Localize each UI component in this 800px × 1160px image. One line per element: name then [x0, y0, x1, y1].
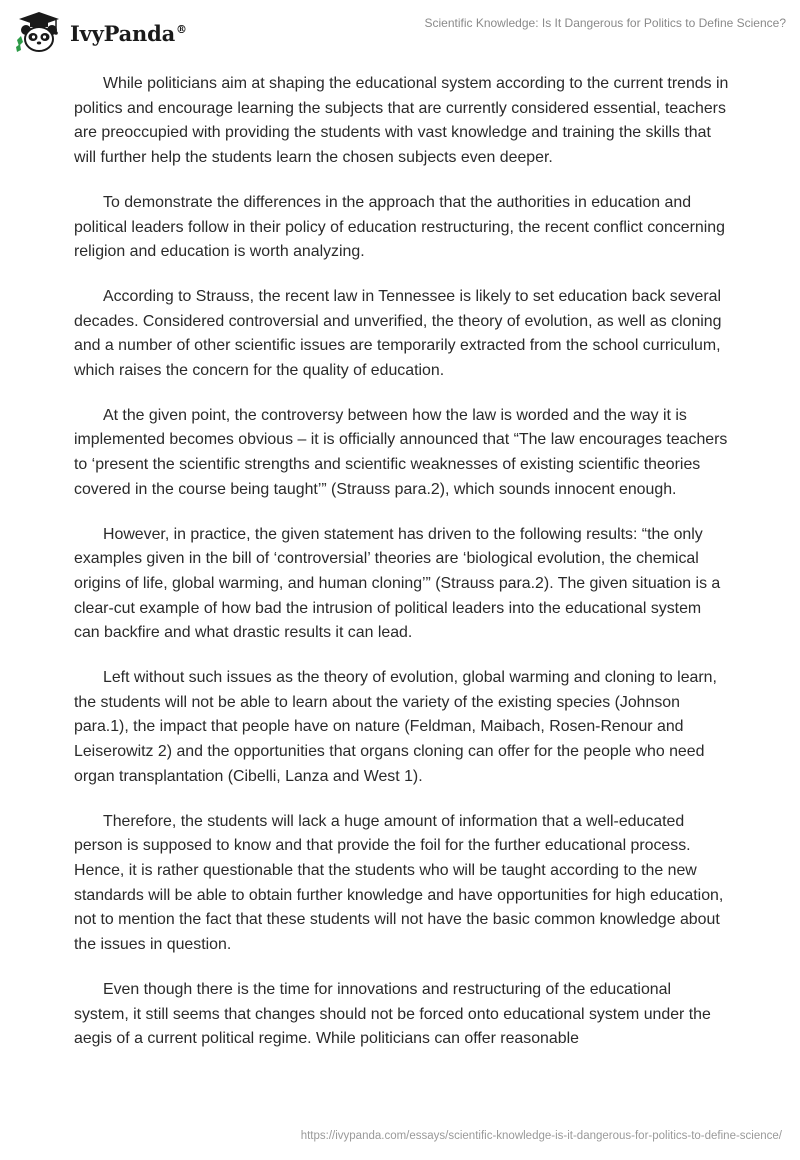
- page-header: [0, 0, 800, 60]
- brand-logo[interactable]: [14, 10, 187, 54]
- brand-name: IvyPanda®: [70, 20, 187, 46]
- paragraph: To demonstrate the differences in the approach that the authorities in education and political leaders follow in their policy of education restructuring, the recent conflict concerning religion and education is worth analyzing.: [74, 193, 725, 261]
- source-url[interactable]: https://ivypanda.com/essays/scientific-knowledge-is-it-dangerous-for-politics-to-define-science/: [300, 1130, 782, 1142]
- paragraph: According to Strauss, the recent law in Tennessee is likely to set education back several decades. Considered controversial and unverified, the theory of evolution, as well as cloning and a number of other scientific issues are temporarily extracted from the school curriculum, which raises the concern for the quality of education.: [74, 287, 722, 380]
- registered-mark: ®: [176, 22, 187, 36]
- panda-logo-icon: [14, 10, 64, 54]
- paragraph: Left without such issues as the theory of evolution, global warming and cloning to learn, the students will not be able to learn about the variety of the existing species (Johnson para.1), the impact that people have on nature (Feldman, Maibach, Rosen-Renour and Leiserowitz 2) and the opportunities that organs cloning can offer for the people who need organ transplantation (Cibelli, Lanza and West 1).: [74, 669, 717, 785]
- paragraph: At the given point, the controversy between how the law is worded and the way it is implemented becomes obvious – it is officially announced that “The law encourages teachers to ‘present the scientific strengths and scientific weaknesses of existing scientific theories covered in the course being taught’” (Strauss para.2), which sounds innocent enough.: [74, 406, 728, 498]
- paragraph: Therefore, the students will lack a huge amount of information that a well-educated person is supposed to know and that provide the foil for the further educational process. Hence, it is rather questionable that the students who will be taught according to the new standards will be able to obtain further knowledge and have opportunities for high education, not to mention the fact that these students will not have the basic common knowledge about the issues in question.: [74, 812, 724, 954]
- paragraph: Even though there is the time for innovations and restructuring of the educational system, it still seems that changes should not be forced onto educational system under the aegis of a current political regime. While politicians can offer reasonable: [74, 980, 711, 1048]
- paragraph: However, in practice, the given statement has driven to the following results: “the only examples given in the bill of ‘controversial’ theories are ‘biological evolution, the chemical origins of life, global warming, and human cloning’” (Strauss para.2). The given situation is a clear-cut example of how bad the intrusion of political leaders into the educational system can backfire and what drastic results it can lead.: [74, 525, 721, 642]
- essay-body: [74, 72, 730, 1072]
- document-title: Scientific Knowledge: Is It Dangerous for Politics to Define Science?: [424, 16, 786, 30]
- paragraph: While politicians aim at shaping the educational system according to the current trends in politics and encourage learning the subjects that are currently considered essential, teachers are preoccupied with providing the students with vast knowledge and training the skills that will further help the students learn the chosen subjects even deeper.: [74, 75, 729, 167]
